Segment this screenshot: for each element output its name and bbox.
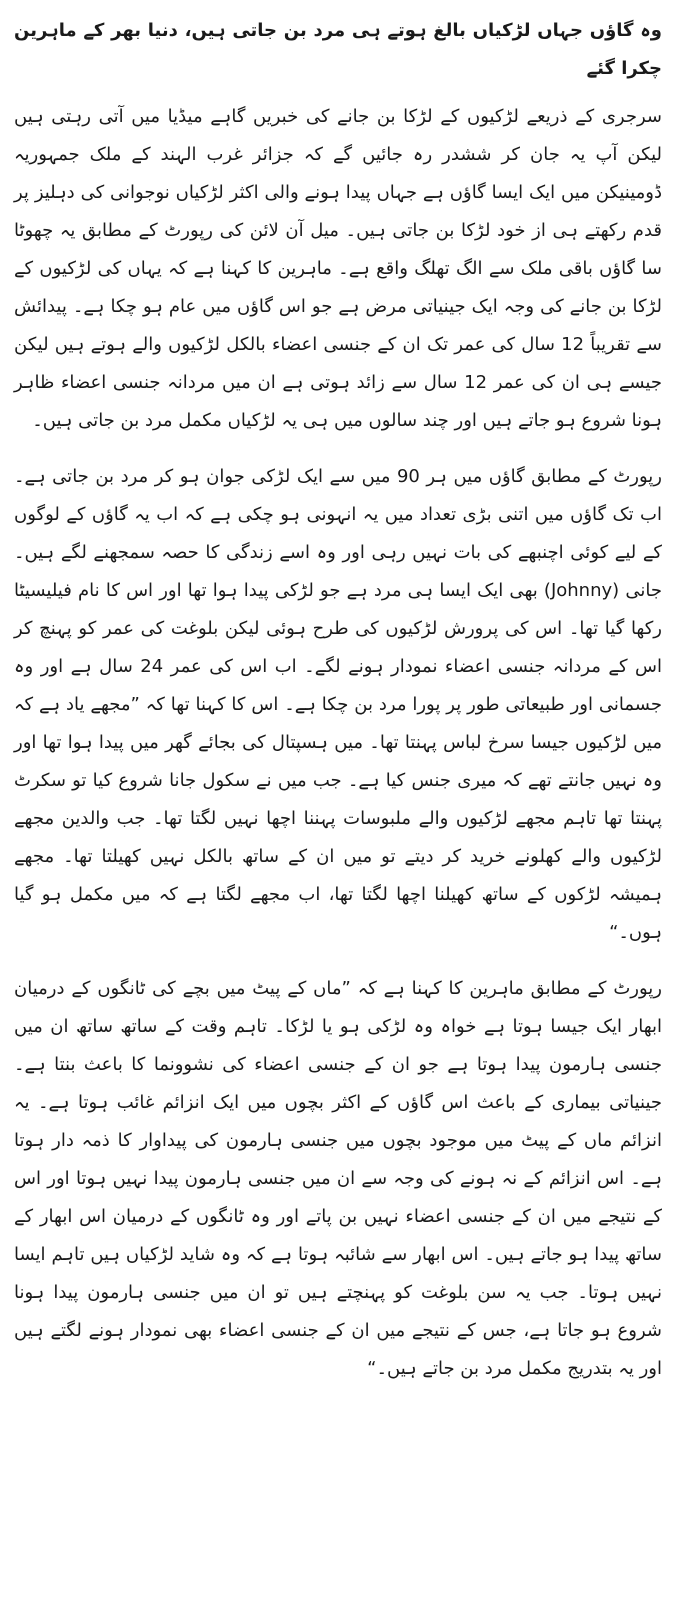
article-paragraph: سرجری کے ذریعے لڑکیوں کے لڑکا بن جانے کی خبریں گاہے میڈیا میں آتی رہتی ہیں لیکن آپ یہ جان کر ششدر رہ جائیں گے کہ جزائر غرب الہند کے ملک جمہوریہ ڈومینیکن میں ایک ایسا گاؤں ہے جہاں پیدا ہونے والی اکثر لڑکیاں نوجوانی کی دہلیز پر قدم رکھتے ہی از خود لڑکا بن جاتی ہیں۔ میل آن لائن کی رپورٹ کے مطابق یہ چھوٹا سا گاؤں باقی ملک سے الگ تھلگ واقع ہے۔ ماہرین کا کہنا ہے کہ یہاں کی لڑکیوں کے لڑکا بن جانے کی وجہ ایک جینیاتی مرض ہے جو اس گاؤں میں عام ہو چکا ہے۔ پیدائش سے تقریباً 12 سال کی عمر تک ان کے جنسی اعضاء بالکل لڑکیوں والے ہوتے ہیں لیکن جیسے ہی ان کی عمر 12 سال سے زائد ہوتی ہے ان میں مردانہ جنسی اعضاء ظاہر ہونا شروع ہو جاتے ہیں اور چند سالوں میں ہی یہ لڑکیاں مکمل مرد بن جاتی ہیں۔ (14, 106, 663, 431)
article-headline: وہ گاؤں جہاں لڑکیاں بالغ ہوتے ہی مرد بن جاتی ہیں، دنیا بھر کے ماہرین چکرا گئے (14, 20, 662, 79)
article-paragraph: رپورٹ کے مطابق گاؤں میں ہر 90 میں سے ایک لڑکی جوان ہو کر مرد بن جاتی ہے۔ اب تک گاؤں میں اتنی بڑی تعداد میں یہ انہونی ہو چکی ہے کہ اب یہ گاؤں کے لوگوں کے لیے کوئی اچنبھے کی بات نہیں رہی اور وہ اسے زندگی کا حصہ سمجھنے لگے ہیں۔ جانی (Johnny) بھی ایک ایسا ہی مرد ہے جو لڑکی پیدا ہوا تھا اور اس کا نام فیلیسیٹا رکھا گیا تھا۔ اس کی پرورش لڑکیوں کی طرح ہوئی لیکن بلوغت کی عمر کو پہنچ کر اس کے مردانہ جنسی اعضاء نمودار ہونے لگے۔ اب اس کی عمر 24 سال ہے اور وہ جسمانی اور طبیعاتی طور پر پورا مرد بن چکا ہے۔ اس کا کہنا تھا کہ ”مجھے یاد ہے کہ میں لڑکیوں جیسا سرخ لباس پہنتا تھا۔ میں ہسپتال کی بجائے گھر میں پیدا ہوا تھا اور وہ نہیں جانتے تھے کہ میری جنس کیا ہے۔ جب میں نے سکول جانا شروع کیا تو سکرٹ پہنتا تھا تاہم مجھے لڑکیوں والے ملبوسات پہننا اچھا نہیں لگتا تھا۔ جب والدین مجھے لڑکیوں والے کھلونے خرید کر دیتے تو میں ان کے ساتھ بالکل نہیں کھیلتا تھا۔ مجھے ہمیشہ لڑکوں کے ساتھ کھیلنا اچھا لگتا تھا، اب مجھے لگتا ہے کہ میں مکمل ہو گیا ہوں۔“ (14, 466, 662, 943)
article-paragraph: رپورٹ کے مطابق ماہرین کا کہنا ہے کہ ”ماں کے پیٹ میں بچے کی ٹانگوں کے درمیان ابھار ایک جیسا ہوتا ہے خواہ وہ لڑکی ہو یا لڑکا۔ تاہم وقت کے ساتھ ساتھ ان میں جنسی ہارمون پیدا ہوتا ہے جو ان کے جنسی اعضاء کی نشوونما کا باعث بنتا ہے۔ جینیاتی بیماری کے باعث اس گاؤں کے اکثر بچوں میں ایک انزائم غائب ہوتا ہے۔ یہ انزائم ماں کے پیٹ میں موجود بچوں میں جنسی ہارمون کی پیداوار کا ذمہ دار ہوتا ہے۔ اس انزائم کے نہ ہونے کی وجہ سے ان میں جنسی ہارمون پیدا نہیں ہوتا اور اس کے نتیجے میں ان کے جنسی اعضاء نہیں بن پاتے اور وہ ٹانگوں کے درمیان اس ابھار کے ساتھ پیدا ہو جاتے ہیں۔ اس ابھار سے شائبہ ہوتا ہے کہ وہ شاید لڑکیاں ہیں تاہم ایسا نہیں ہوتا۔ جب یہ سن بلوغت کو پہنچتے ہیں تو ان میں جنسی ہارمون پیدا ہونا شروع ہو جاتا ہے، جس کے نتیجے میں ان کے جنسی اعضاء بھی نمودار ہونے لگتے ہیں اور یہ بتدریج مکمل مرد بن جاتے ہیں۔“ (14, 978, 662, 1379)
